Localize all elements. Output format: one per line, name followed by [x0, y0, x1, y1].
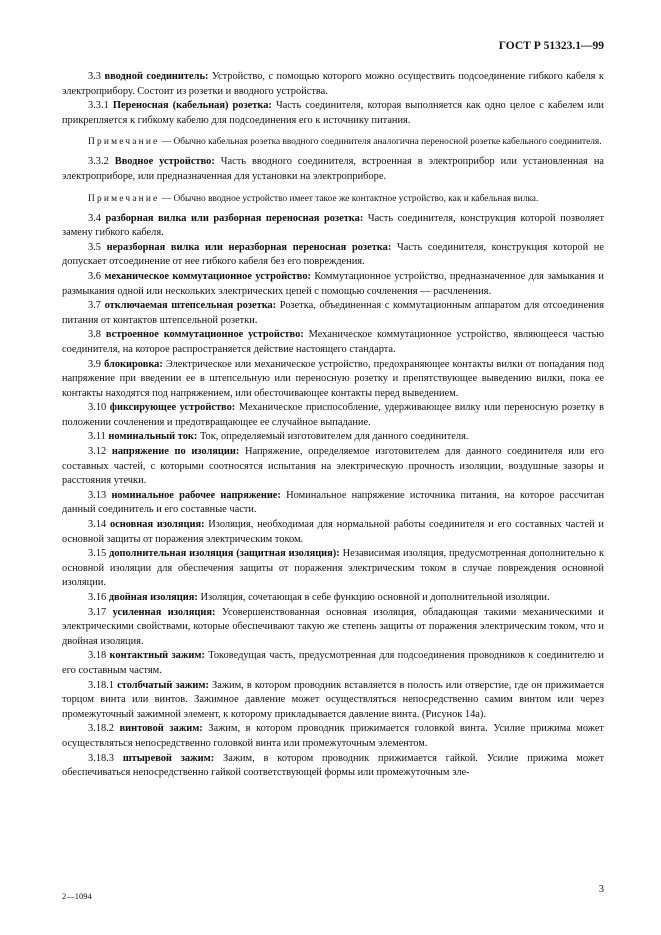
definition-term: винтовой зажим: [119, 723, 203, 735]
definition-entry: 3.3.2 Вводное устройство: Часть вводного соединителя, встроенная в электроприбор или установленная на электроприборе, или предназначенная для установки на электроприборе. [62, 156, 604, 182]
definition-entry: 3.3.1 Переносная (кабельная) розетка: Часть соединителя, которая выполняется как одно целое с кабелем или прикрепляется к гибкому кабелю для подсоединения его к источнику питания. [62, 100, 604, 126]
document-body [62, 70, 604, 781]
definition-term: номинальный ток: [108, 431, 198, 443]
definition-entry: 3.6 механическое коммутационное устройство: Коммутационное устройство, предназначенное для замыкания и размыкания одной или нескольких электрических цепей с помощью сочленения — расчленения. [62, 270, 604, 297]
definition-term: фиксирующее устройство: [109, 402, 236, 414]
definition-term: Переносная (кабельная) розетка: [112, 100, 272, 112]
definition-entry: 3.18.1 столбчатый зажим: Зажим, в котором проводник вставляется в полость или отверстие, где он прижимается торцом винта или винтов. Зажимное давление может осуществляться непосредственно самим винтом или через промежуточный зажимной элемент, к которому прикладывается давление винта. (Рисунок 14а). [62, 679, 604, 720]
definition-term: блокировка: [104, 358, 163, 370]
definition-entry: 3.18.3 штыревой зажим: Зажим, в котором проводник прижимается гайкой. Усилие прижима может обеспечиваться непосредственно гайкой соответствующей формы или промежуточным эле- [62, 752, 604, 779]
definition-entry: 3.13 номинальное рабочее напряжение: Номинальное напряжение источника питания, на которое рассчитан данный соединитель и его составные части. [62, 489, 605, 516]
definition-entry: 3.5 неразборная вилка или неразборная переносная розетка: Часть соединителя, конструкция которой не допускает отсоединение от нее гибкого кабеля без его повреждения. [62, 241, 604, 268]
definition-term: Вводное устройство: [114, 156, 215, 168]
definition-entry: 3.14 основная изоляция: Изоляция, необходимая для нормальной работы соединителя и его составных частей и основной защиты от поражения электрическим током. [62, 519, 604, 545]
definition-term: усиленная изоляция: [112, 606, 216, 618]
note-label: Примечание [88, 193, 160, 204]
definition-entry: 3.18.2 винтовой зажим: Зажим, в котором проводник прижимается головкой винта. Усилие прижима может осуществляться непосредственно головкой винта или промежуточным элементом. [62, 723, 604, 749]
definition-term: отключаемая штепсельная розетка: [104, 300, 277, 312]
definition-term: основная изоляция: [109, 519, 205, 531]
note: Примечание — Обычно кабельная розетка вводного соединителя аналогична переносной розетке кабельного соединителя. [88, 137, 602, 148]
definition-term: разборная вилка или разборная переносная розетка: [105, 212, 364, 224]
definition-entry: 3.12 напряжение по изоляции: Напряжение, определяемое изготовителем для данного соединителя или его составных частей, с которыми соотносятся испытания на электрическую прочность изоляции, воздушные зазоры и расстояния утечки. [62, 446, 604, 487]
definition-entry: 3.8 встроенное коммутационное устройство: Механическое коммутационное устройство, являющееся частью соединителя, на которое распространяется действие настоящего стандарта. [62, 329, 604, 355]
definition-entry: 3.7 отключаемая штепсельная розетка: Розетка, объединенная с коммутационным аппаратом для отсоединения питания от контактов штепсельной розетки. [62, 300, 604, 326]
definition-term: напряжение по изоляции: [111, 446, 240, 458]
definition-entry: 3.17 усиленная изоляция: Усовершенствованная основная изоляция, обладающая такими механическими и электрическими свойствами, которые обеспечивают такую же степень защиты от поражения электрическим током, что и двойная изоляция. [62, 606, 604, 647]
definition-term: дополнительная изоляция (защитная изоляция): [109, 548, 340, 560]
page-number: 3 [598, 884, 604, 895]
definition-entry: 3.18 контактный зажим: Токоведущая часть, предусмотренная для подсоединения проводников к соединителю и его составным частям. [62, 650, 604, 676]
print-code: 2—1094 [62, 891, 92, 901]
definition-term: контактный зажим: [109, 650, 205, 662]
definition-term: номинальное рабочее напряжение: [111, 489, 281, 501]
definition-term: механическое коммутационное устройство: [104, 270, 311, 282]
definition-entry: 3.11 номинальный ток: Ток, определяемый изготовителем для данного соединителя. [88, 431, 469, 443]
note-label: Примечание [88, 137, 160, 148]
definition-entry: 3.4 разборная вилка или разборная переносная розетка: Часть соединителя, конструкция которой позволяет замену гибкого кабеля. [62, 212, 604, 239]
definition-term: столбчатый зажим: [117, 679, 209, 691]
note: Примечание — Обычно вводное устройство имеет такое же контактное устройство, как и кабельная вилка. [88, 193, 539, 204]
definition-term: штыревой зажим: [122, 752, 215, 764]
definition-entry: 3.9 блокировка: Электрическое или механическое устройство, предохраняющее контакты вилки от попадания под напряжение при введении ее в штепсельную или переносную розетку и препятствующее выведению вилки, пока ее контакты находятся под напряжением, или обесточивающее контакты перед выведением. [62, 358, 604, 399]
standard-number: ГОСТ Р 51323.1—99 [498, 40, 604, 52]
definition-entry: 3.10 фиксирующее устройство: Механическое приспособление, удерживающее вилку или переносную розетку в положении сочленения и предотвращающее ее случайное выпадание. [62, 402, 604, 428]
definition-entry: 3.3 вводной соединитель: Устройство, с помощью которого можно осуществить подсоединение гибкого кабеля к электроприбору. Состоит из розетки и вводного устройства. [62, 71, 604, 97]
definition-term: вводной соединитель: [104, 71, 209, 82]
definition-entry: 3.15 дополнительная изоляция (защитная изоляция): Независимая изоляция, предусмотренная дополнительно к основной изоляции для обеспечения защиты от поражения электрическим током в случае повреждения основной изоляции. [62, 548, 604, 589]
definition-entry: 3.16 двойная изоляция: Изоляция, сочетающая в себе функцию основной и дополнительной изоляции. [88, 592, 550, 603]
definition-term: двойная изоляция: [108, 592, 198, 603]
definition-term: встроенное коммутационное устройство: [105, 329, 304, 341]
definition-term: неразборная вилка или неразборная переносная розетка: [106, 241, 392, 253]
